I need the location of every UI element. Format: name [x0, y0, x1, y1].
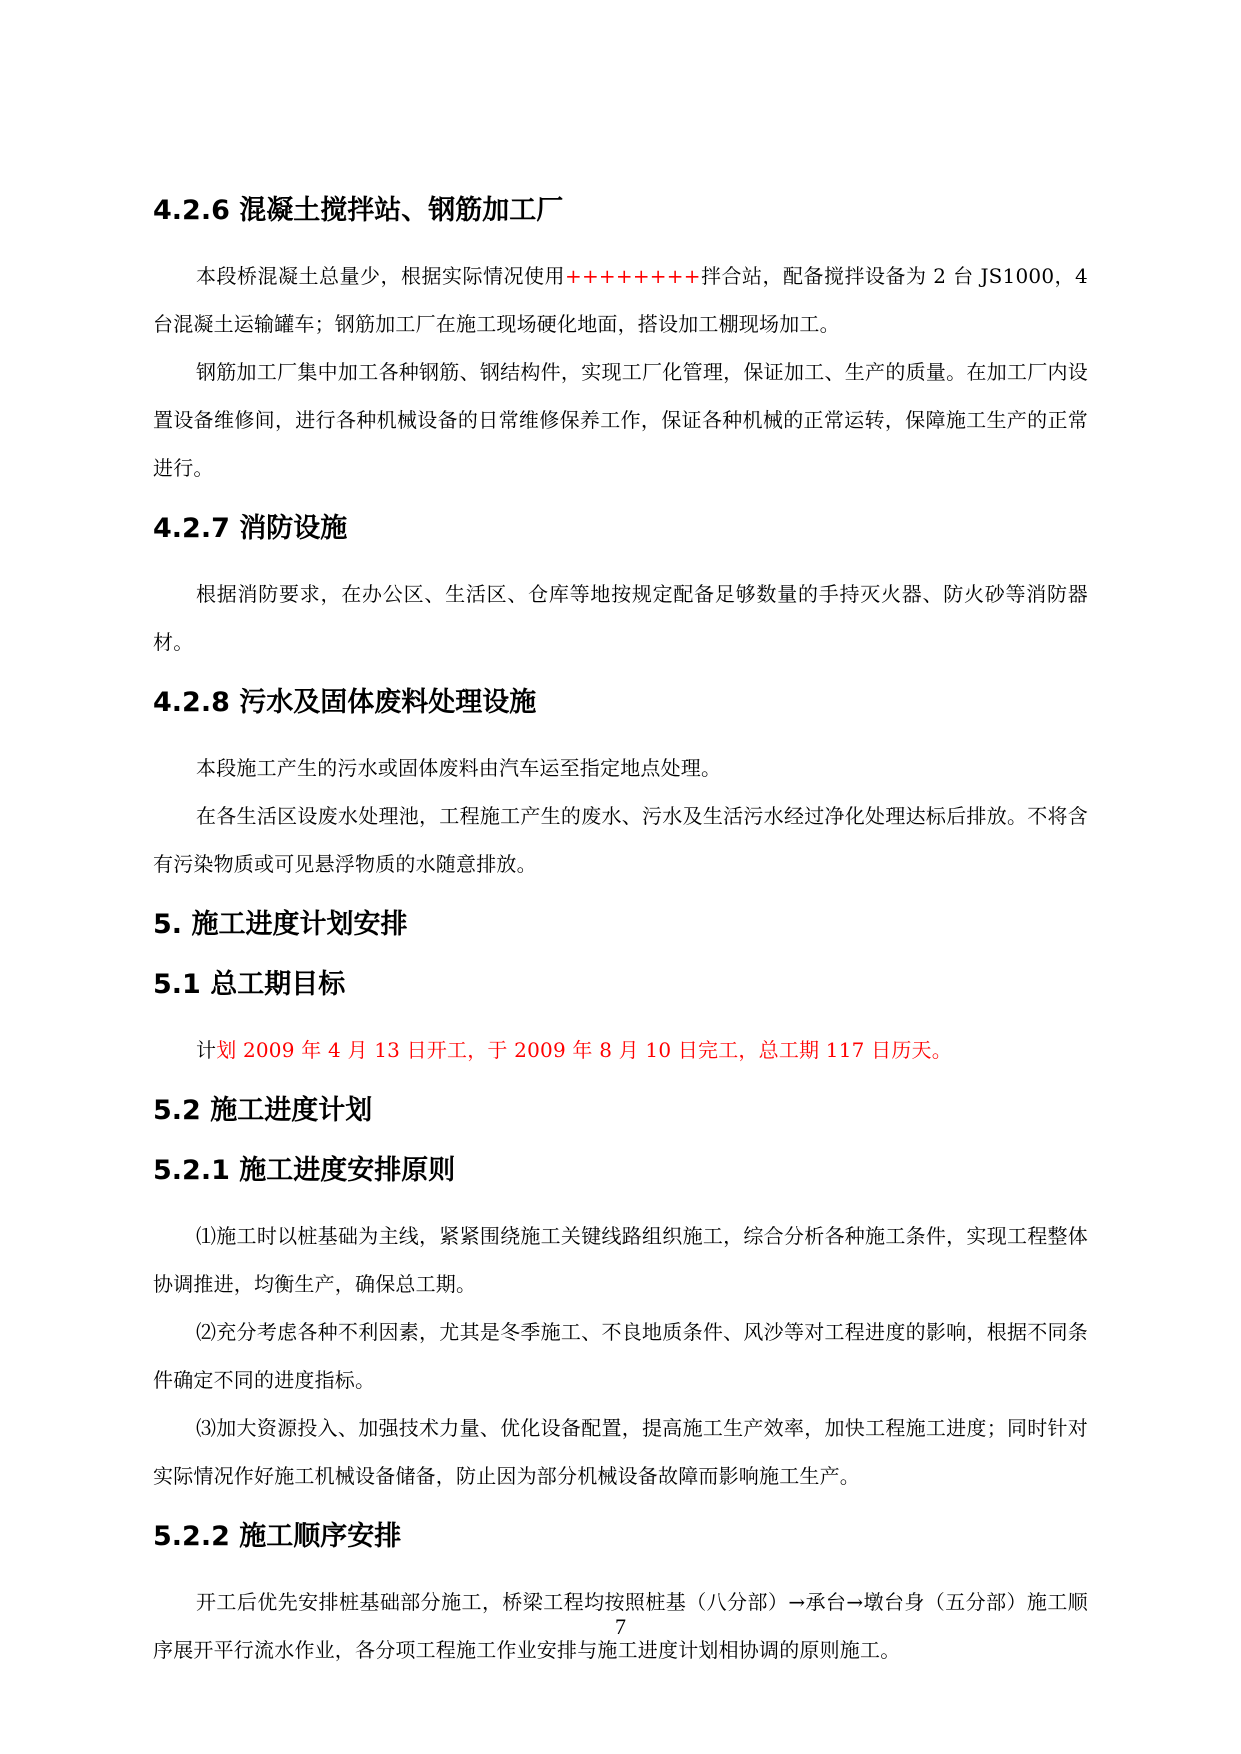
paragraph-construction-sequence: 开工后优先安排桩基础部分施工，桥梁工程均按照桩基（八分部）→承台→墩台身（五分部）施工顺序展开平行流水作业，各分项工程施工作业安排与施工进度计划相协调的原则施工。 — [153, 1590, 1088, 1662]
highlighted-dates: 划 2009 年 4 月 13 日开工，于 2009 年 8 月 10 日完工，总工期 117 日历天。 — [216, 1038, 952, 1062]
heading-4-2-6: 4.2.6 混凝土搅拌站、钢筋加工厂 — [153, 195, 564, 226]
paragraph-text: 本段桥混凝土总量少，根据实际情况使用 — [196, 264, 565, 288]
paragraph-schedule-target — [153, 1026, 1088, 1074]
page-content — [153, 192, 1088, 1674]
page-number: 7 — [615, 1614, 626, 1639]
heading-5: 5. 施工进度计划安排 — [153, 909, 408, 940]
redacted-placeholder: ++++++++ — [564, 264, 701, 288]
paragraph-mixing-station — [153, 252, 1088, 348]
heading-5-2-1: 5.2.1 施工进度安排原则 — [153, 1155, 456, 1186]
heading-5-2: 5.2 施工进度计划 — [153, 1095, 373, 1126]
principle-item-3: ⑶加大资源投入、加强技术力量、优化设备配置，提高施工生产效率，加快工程施工进度；同时针对实际情况作好施工机械设备储备，防止因为部分机械设备故障而影响施工生产。 — [153, 1416, 1088, 1488]
paragraph-fire-protection: 根据消防要求，在办公区、生活区、仓库等地按规定配备足够数量的手持灭火器、防火砂等消防器材。 — [153, 582, 1088, 654]
paragraph-text: 计 — [196, 1038, 217, 1062]
paragraph-text: 拌合站，配备搅拌设备为 2 台 JS1000，4 台混凝土运输罐车；钢筋加工厂在施工现场硬化地面，搭设加工棚现场加工。 — [153, 264, 1088, 336]
heading-5-1: 5.1 总工期目标 — [153, 969, 346, 1000]
principle-item-1: ⑴施工时以桩基础为主线，紧紧围绕施工关键线路组织施工，综合分析各种施工条件，实现工程整体协调推进，均衡生产，确保总工期。 — [153, 1224, 1088, 1296]
heading-5-2-2: 5.2.2 施工顺序安排 — [153, 1521, 402, 1552]
heading-4-2-7: 4.2.7 消防设施 — [153, 513, 348, 544]
paragraph-waste-water: 在各生活区设废水处理池，工程施工产生的废水、污水及生活污水经过净化处理达标后排放。不将含有污染物质或可见悬浮物质的水随意排放。 — [153, 804, 1088, 876]
principle-item-2: ⑵充分考虑各种不利因素，尤其是冬季施工、不良地质条件、风沙等对工程进度的影响，根据不同条件确定不同的进度指标。 — [153, 1320, 1088, 1392]
paragraph-waste-transport: 本段施工产生的污水或固体废料由汽车运至指定地点处理。 — [196, 756, 722, 780]
paragraph-rebar-workshop: 钢筋加工厂集中加工各种钢筋、钢结构件，实现工厂化管理，保证加工、生产的质量。在加工厂内设置设备维修间，进行各种机械设备的日常维修保养工作，保证各种机械的正常运转，保障施工生产的正常进行。 — [153, 360, 1088, 480]
heading-4-2-8: 4.2.8 污水及固体废料处理设施 — [153, 687, 537, 718]
